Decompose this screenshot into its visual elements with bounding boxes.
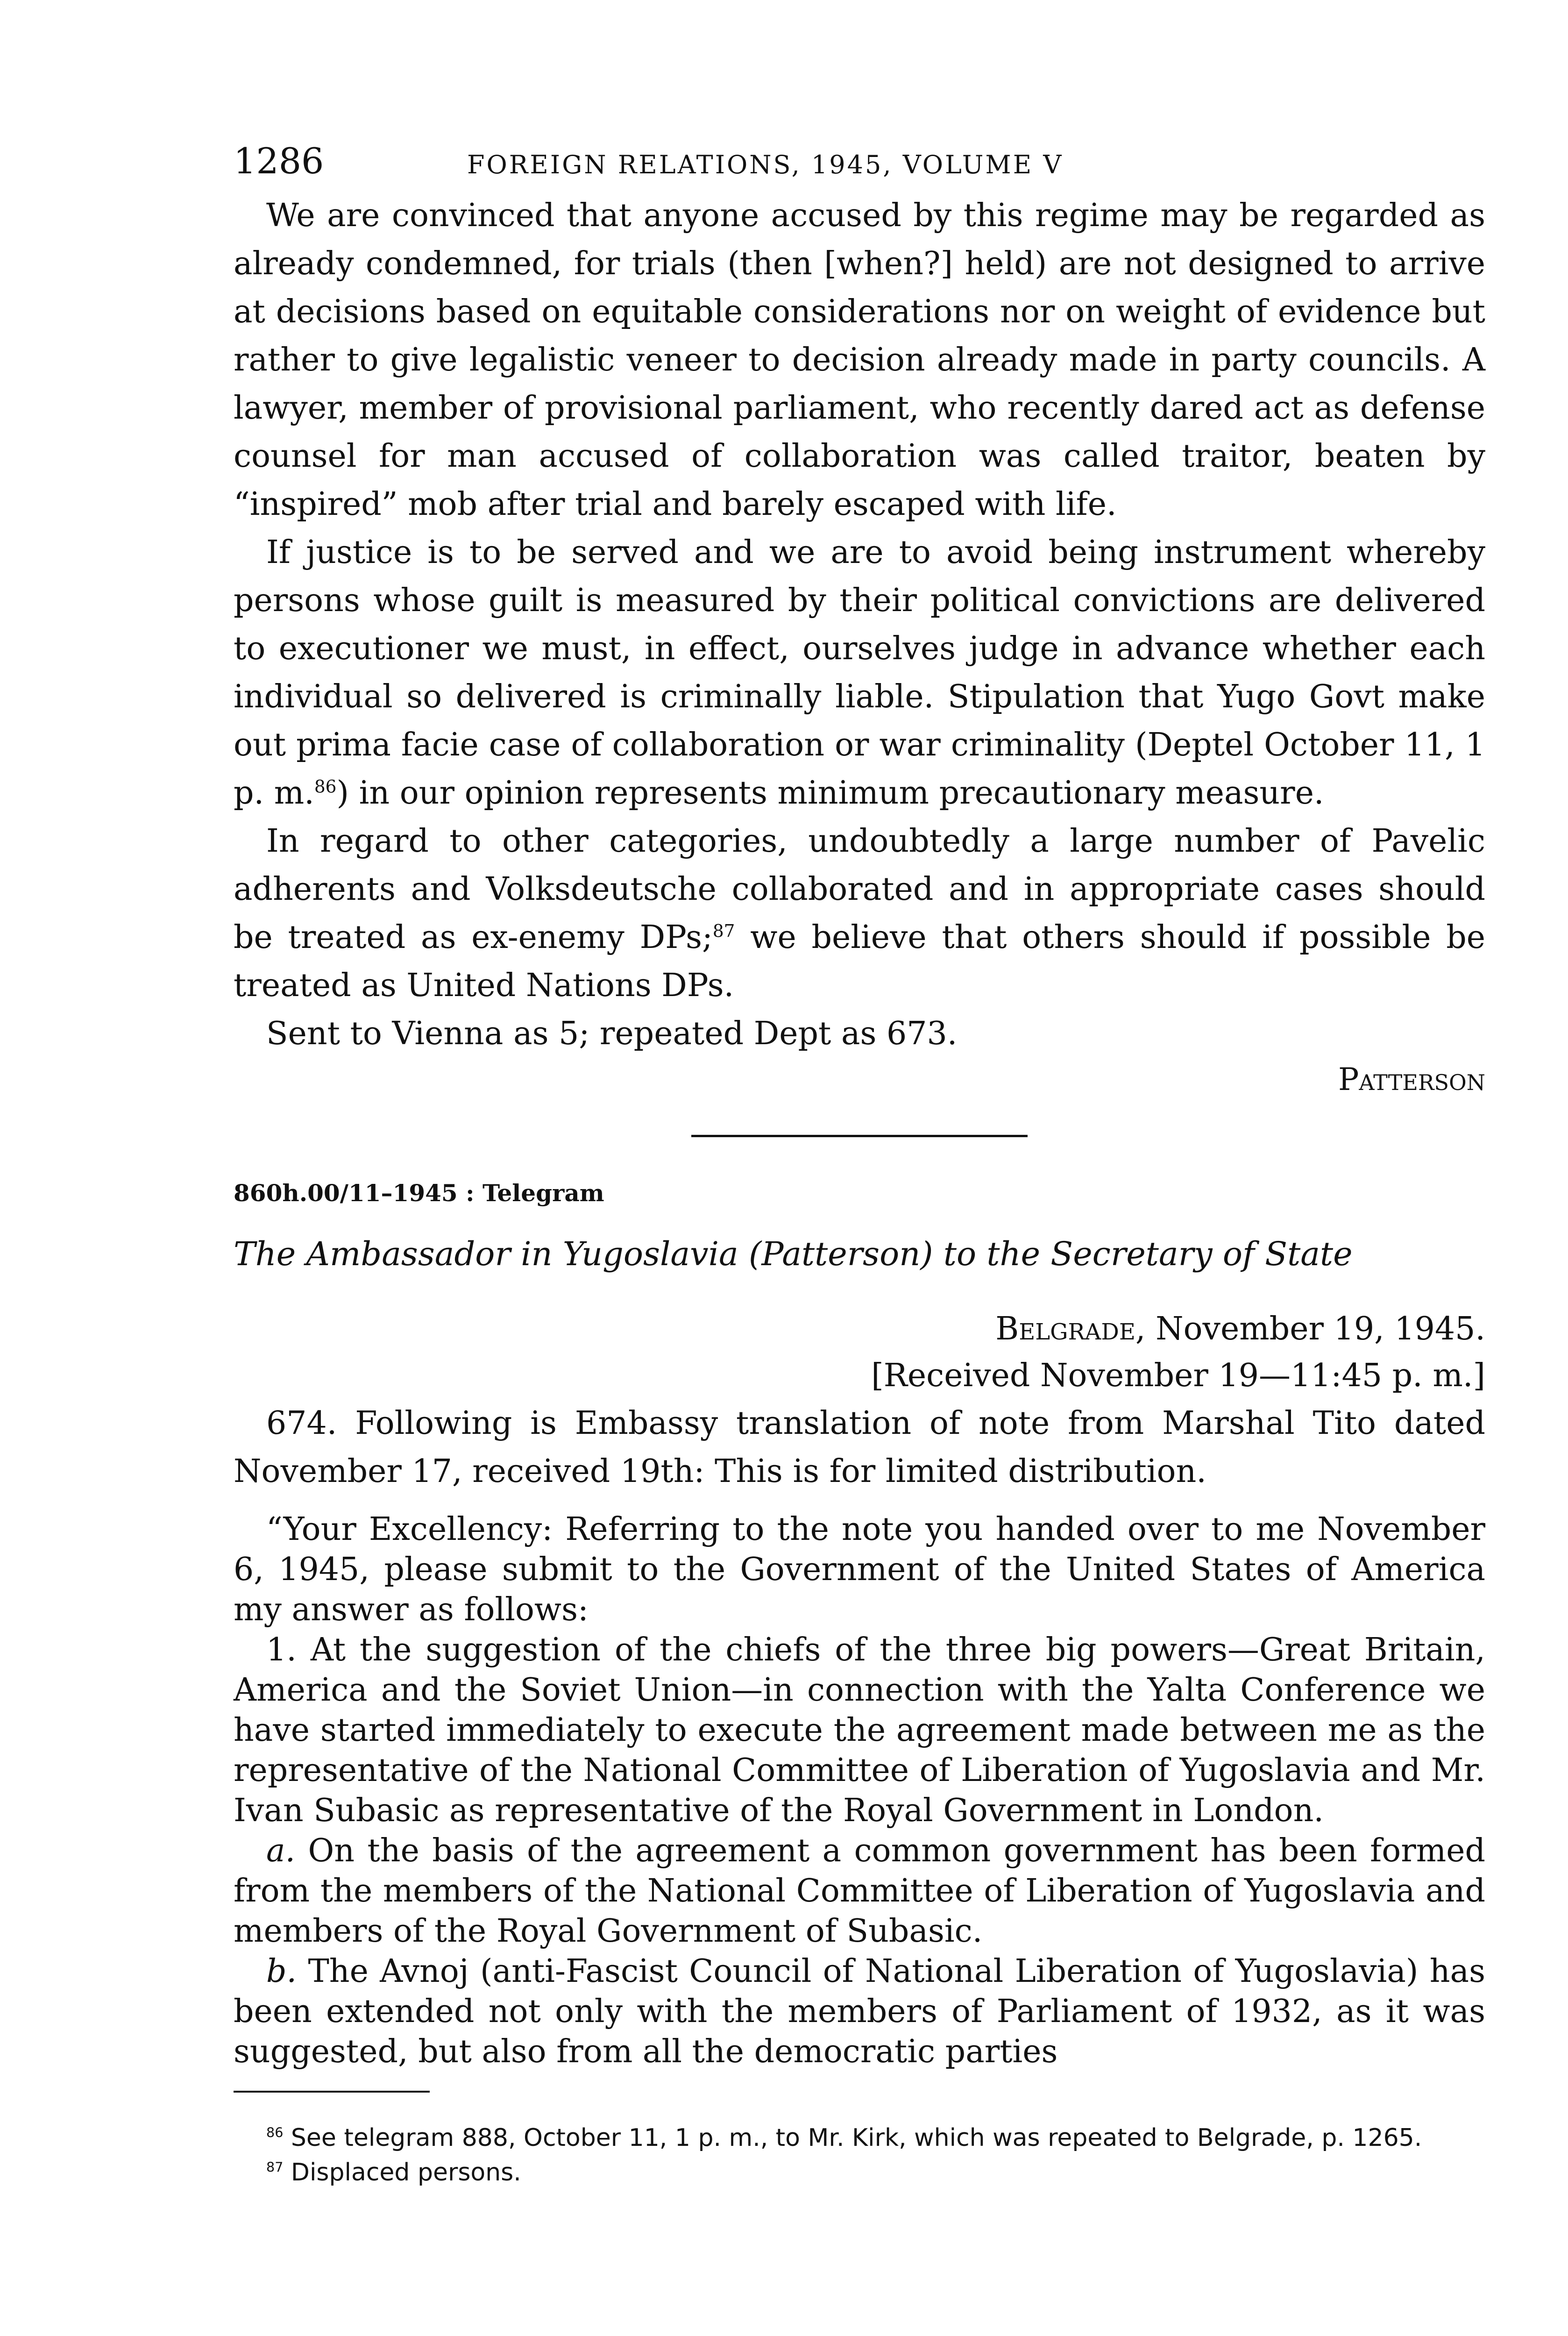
paragraph-text: The Avnoj (anti-Fascist Council of National Liberation of Yugoslavia) has been extended not only with the members of Parliament of 1932, as it was suggested, but also from all the democratic parties — [234, 1953, 1485, 2070]
file-reference: 860h.00/11–1945 : Telegram — [234, 1179, 604, 1207]
signature: Patterson — [1338, 1061, 1485, 1097]
paragraph — [234, 1831, 1485, 1951]
footnote-ref: 87 — [712, 920, 735, 941]
paragraph-text: we believe that others should if possible be treated as United Nations DPs. — [234, 919, 1486, 1004]
page-header — [234, 140, 1485, 192]
page-number: 1286 — [234, 140, 324, 182]
paragraph-text: In regard to other categories, undoubtedly a large number of Pavelic adherents and Volksdeutsche collaborated and in appropriate cases should be treated as ex-enemy DPs; — [234, 823, 1485, 956]
paragraph: 1. At the suggestion of the chiefs of the three big powers—Great Britain, America and the Soviet Union—in connection with the Yalta Conference we have started immediately to execute the agreement made between me as the representative of the National Committee of Liberation of Yugoslavia and Mr. Ivan Subasic as representative of the Royal Government in London. — [234, 1631, 1485, 1829]
received-line: [Received November 19—11:45 p. m.] — [871, 1357, 1485, 1394]
paragraph-text: On the basis of the agreement a common government has been formed from the members of the National Committee of Liberation of Yugoslavia and members of the Royal Government of Subasic. — [234, 1832, 1485, 1950]
item-label: a. — [266, 1832, 296, 1869]
paragraph: 674. Following is Embassy translation of note from Marshal Tito dated November 17, received 19th: This is for limited distribution. — [234, 1405, 1485, 1490]
footnote — [234, 2121, 1485, 2155]
paragraph — [234, 528, 1485, 817]
footnote-text: Displaced persons. — [283, 2158, 521, 2186]
dateline-date: , November 19, 1945. — [1135, 1310, 1485, 1347]
section-divider — [691, 1135, 1028, 1137]
footnote-text: See telegram 888, October 11, 1 p. m., to Mr. Kirk, which was repeated to Belgrade, p. 1265. — [283, 2124, 1422, 2152]
footnote-mark: 86 — [266, 2124, 284, 2141]
footnote-divider — [234, 2091, 430, 2093]
footnote-ref: 86 — [314, 776, 337, 797]
paragraph — [234, 817, 1485, 1010]
paragraph-text: If justice is to be served and we are to avoid being instrument whereby persons whose guilt is measured by their political convictions are delivered to executioner we must, in effect, ourselves judge in advance whether each individual so delivered is criminally liable. Stipulation that Yugo Govt make out prima facie case of collaboration or war criminality (Deptel October 11, 1 p. m. — [234, 534, 1485, 812]
paragraph — [234, 1951, 1485, 2072]
footnote-mark: 87 — [266, 2159, 284, 2175]
dateline — [234, 1306, 1485, 1353]
paragraph: We are convinced that anyone accused by this regime may be regarded as already condemned, for trials (then [when?] held) are not designed to arrive at decisions based on equitable considerations nor on weight of evidence but rather to give legalistic veneer to decision already made in party councils. A lawyer, member of provisional parliament, who recently dared act as defense counsel for man accused of collaboration was called traitor, beaten by “inspired” mob after trial and barely escaped with life. — [234, 197, 1485, 523]
item-label: b. — [266, 1953, 297, 1990]
running-title: FOREIGN RELATIONS, 1945, VOLUME V — [467, 150, 1064, 179]
paragraph: “Your Excellency: Referring to the note you handed over to me November 6, 1945, please submit to the Government of the United States of America my answer as follows: — [234, 1511, 1485, 1628]
document-page — [234, 140, 1485, 2190]
document-title: The Ambassador in Yugoslavia (Patterson) to the Secretary of State — [234, 1235, 1353, 1273]
paragraph: Sent to Vienna as 5; repeated Dept as 673. — [266, 1015, 958, 1052]
dateline-place: Belgrade — [995, 1310, 1135, 1347]
paragraph-text: ) in our opinion represents minimum precautionary measure. — [336, 775, 1324, 812]
footnote — [234, 2155, 1485, 2190]
